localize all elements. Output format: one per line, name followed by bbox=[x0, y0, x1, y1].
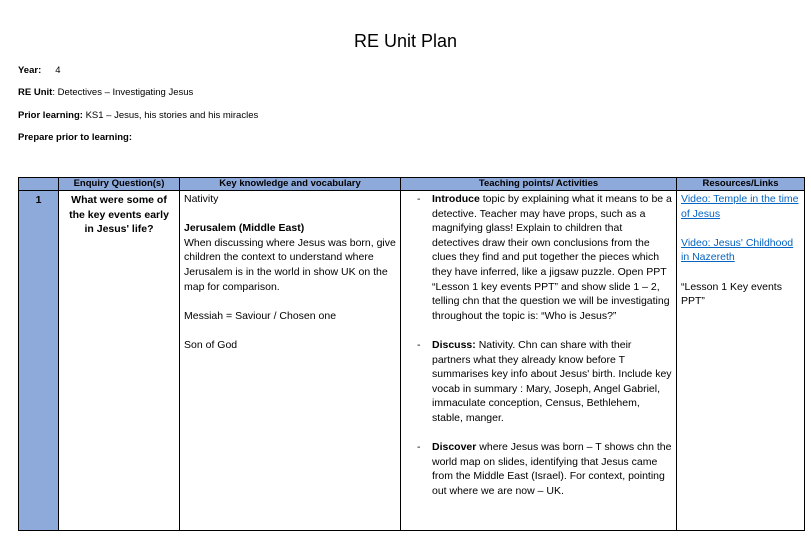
point-text: topic by explaining what it means to be a detective. Teacher may have props, such as a magnifying glass! Explain to children that detectives draw their own conclusions from the clues they find and put together the pieces which they have inferred, like a jigsaw puzzle. Open PPT “Lesson 1 key events PPT” and show slide 1 – 2, telling chn that the question we will be investigating throughout the topic is: “Who is Jesus?” bbox=[432, 193, 672, 322]
teaching-points-cell bbox=[401, 191, 677, 531]
knowledge-nativity: Nativity bbox=[184, 193, 219, 205]
point-text: where Jesus was born – T shows chn the world map on slides, identifying that Jesus came from the Middle East (Israel). For context, pointing out where we are now – UK. bbox=[432, 441, 672, 497]
prepare-label: Prepare prior to learning: bbox=[18, 132, 133, 143]
unit-plan-table bbox=[18, 177, 805, 531]
list-item bbox=[417, 440, 672, 498]
temple-video-link[interactable]: Video: Temple in the time of Jesus bbox=[681, 193, 799, 220]
childhood-video-link[interactable]: Video: Jesus' Childhood in Nazereth bbox=[681, 236, 794, 264]
prepare-line bbox=[18, 131, 132, 144]
knowledge-paragraph: When discussing where Jesus was born, give children the context to understand where Jerusalem is in the world in show UK on the map for comparison. bbox=[184, 236, 396, 293]
header-resources: Resources/Links bbox=[677, 178, 805, 191]
year-value: 4 bbox=[55, 65, 61, 76]
knowledge-messiah: Messiah = Saviour / Chosen one bbox=[184, 309, 337, 322]
prior-learning-line bbox=[18, 109, 258, 122]
year-label: Year: bbox=[18, 65, 42, 76]
key-knowledge-cell bbox=[180, 191, 401, 531]
list-item bbox=[417, 192, 672, 323]
point-lead: Introduce bbox=[432, 193, 480, 205]
year-line bbox=[18, 64, 61, 77]
document-title: RE Unit Plan bbox=[353, 31, 458, 51]
table-row bbox=[19, 191, 805, 531]
header-teaching-points: Teaching points/ Activities bbox=[401, 178, 677, 191]
enquiry-question: What were some of the key events early in Jesus' life? bbox=[59, 191, 180, 531]
point-lead: Discuss: bbox=[432, 338, 476, 351]
point-text: Nativity. Chn can share with their partners what they already know before T summarises key info about Jesus' birth. Include key vocab in summary : Mary, Joseph, Angel Gabriel, immaculate conception, Census, Bethlehem, stable, manger. bbox=[432, 338, 672, 424]
list-item bbox=[417, 338, 672, 426]
ppt-reference: “Lesson 1 Key events PPT” bbox=[681, 280, 782, 308]
resources-cell bbox=[677, 191, 805, 531]
unit-label: RE Unit bbox=[18, 87, 53, 98]
row-number: 1 bbox=[19, 191, 59, 531]
header-key-knowledge: Key knowledge and vocabulary bbox=[180, 178, 401, 191]
table-header-row bbox=[19, 178, 805, 191]
knowledge-son-of-god: Son of God bbox=[184, 338, 238, 351]
header-number bbox=[19, 178, 59, 191]
header-enquiry-question: Enquiry Question(s) bbox=[59, 178, 180, 191]
prior-learning-label: Prior learning: bbox=[18, 110, 83, 121]
point-lead: Discover bbox=[432, 441, 477, 454]
unit-value: : Detectives – Investigating Jesus bbox=[52, 87, 194, 98]
unit-line bbox=[18, 86, 193, 99]
teaching-points-list bbox=[405, 192, 672, 498]
knowledge-heading: Jerusalem (Middle East) bbox=[184, 222, 305, 235]
prior-learning-value: KS1 – Jesus, his stories and his miracles bbox=[82, 110, 259, 121]
